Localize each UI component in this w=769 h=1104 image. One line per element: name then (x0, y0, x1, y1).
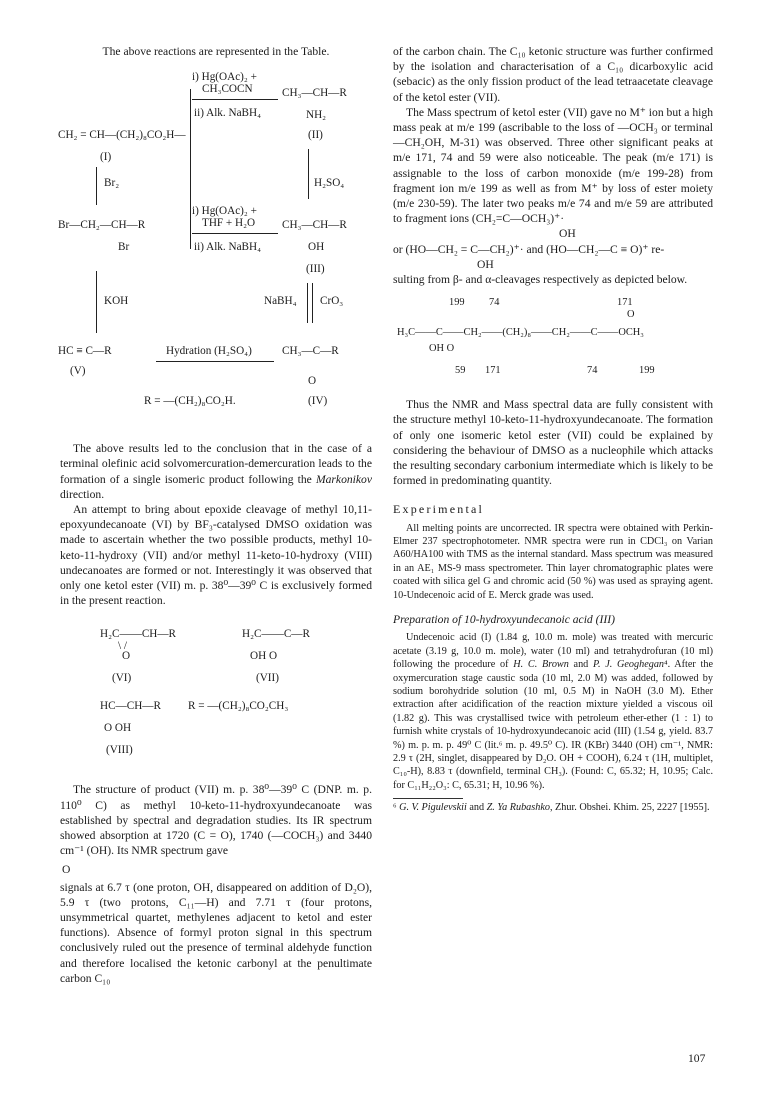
nabh4-reagent: NaBH₄ (264, 295, 297, 308)
para-text: and (568, 659, 594, 671)
reagent-i-2b: THF + H₂O (202, 217, 256, 230)
intro-text: The above reactions are represented in the Table. (102, 45, 330, 58)
frag-59: 59 (455, 365, 466, 377)
frag-74: 74 (489, 297, 500, 309)
product-ii-label: (II) (308, 129, 323, 142)
paragraph (60, 441, 372, 502)
frag-199-b: 199 (639, 365, 655, 377)
frag-74-b: 74 (587, 365, 598, 377)
paragraph: The Mass spectrum of ketol ester (VII) gave no M⁺ ion but a high mass peak at m/e 199 (ascribable to the loss of —OCH₃ or terminal —CH₂OH, M-31) was observed. Three other significant peaks at m/e 171, 74 and 59 were also noticeable. The peak (m/e 171) is assignable to the loss of carbon monoxide (m/e 199-28) from fragment ion m/e 199 as well as from M⁺ by loss of ester moiety (m/e 230-59). The later two peaks m/e 74 and m/e 59 are attributed to fragment ions (CH₂=C—OCH₃)⁺· (393, 105, 713, 226)
product-iii-label: (III) (306, 263, 325, 276)
paragraph: signals at 6.7 τ (one proton, OH, disappeared on addition of D₂O), 5.9 τ (two protons, C₁₁—H) and 7.71 τ (four protons, unsymmetrical quartet, methylenes adjacent to ketol and ester functions). Absence of formyl proton signal in this spectrum conclusively ruled out the presence of terminal aldehyde function and therefore localised the ketonic carbonyl at the penultimate carbon C₁₀ (60, 880, 372, 985)
structure-vi: H₂C——CH—R (100, 628, 177, 641)
reagent-ii-1: ii) Alk. NaBH₄ (194, 107, 261, 120)
structure-vi-label: (VI) (112, 672, 132, 685)
structure-vi-o: O (122, 650, 131, 663)
subsection-heading: Preparation of 10-hydroxyundecanoic acid (III) (393, 613, 615, 627)
paragraph: Thus the NMR and Mass spectral data are fully consistent with the structure methyl 10-keto-11-hydroxyundecanoate. The formation of only one isomeric ketol ester (VII) could be explained by considering the behaviour of DMSO as a nucleophile which attacks the resulting secondary carbonium intermediate which is likely to be formed in predominating quantity. (393, 398, 713, 488)
product-iii-oh: OH (308, 241, 325, 254)
reagent-ii-2: ii) Alk. NaBH₄ (194, 241, 261, 254)
structure-viii-sub: O OH (104, 722, 132, 735)
chain-formula: H₃C——C——CH₂——(CH₂)₈——CH₂——C——OCH₃ (397, 327, 644, 339)
hydration-label: Hydration (H₂SO₄) (166, 345, 252, 358)
para-text: direction. (60, 487, 105, 501)
paragraph: or (HO—CH₂ = C—CH₂)⁺· and (HO—CH₂—C ≡ O)⁺ re- (393, 242, 665, 256)
frag-171: 171 (617, 297, 633, 309)
product-ii-nh2: NH₂ (306, 109, 327, 122)
para-text: ⁴. After the oxymercuration stage caustic soda (10 ml, 2.0 M) was added, followed by sodium borohydride solution (10 ml, 0.5 M) in NaOH (3.0 M). Ether extraction after acidification of the reaction mixture yielded a viscous oil (1.82 g). This was crystallised twice with petroleum ether-ether (1 : 1) to furnish white crystals of 10-hydroxyundecanoic acid (III) (1.54 g, yield. 83.7 %) m. p. m. p. 49⁰ C (lit.⁶ m. p. 49.5⁰ C). IR (KBr) 3440 (OH) cm⁻¹, NMR: 2.9 τ (2H, singlet, disappeared by D₂O. OH + COOH), 6.24 τ (1H, multiplet, C₁₀-H), 8.83 τ (downfield, terminal CH₃). (Found: C, 65.32; H, 10.95; Calc. for C₁₁H₂₂O₃: C, 65.31; H, 10.96 %). (393, 659, 713, 791)
frag-199: 199 (449, 297, 465, 309)
ketone-oxygen: O (308, 375, 317, 388)
product-iii-formula: CH₃—CH—R (282, 219, 347, 232)
starting-label: (I) (100, 151, 112, 164)
para-text: Undecenoic acid (I) (1.84 g, 10.0 m. mole) was treated with mercuric acetate (3.19 g, 10.0 m. mole), water (10 ml) and tetrahydrofuran (10 ml) following the procedure of (393, 632, 713, 671)
product-ii-formula: CH₃—CH—R (282, 87, 347, 100)
alkyne-label: (V) (70, 365, 86, 378)
footnote-number: ⁶ (393, 802, 397, 814)
reaction-scheme (60, 59, 372, 429)
r-definition: R = —(CH₂)₈CO₂H. (144, 395, 236, 408)
italic-name: Markonikov (315, 472, 372, 486)
reagent-i-2: i) Hg(OAc)₂ + (192, 205, 257, 218)
paragraph: All melting points are uncorrected. IR spectra were obtained with Perkin-Elmer 237 spectrophotometer. NMR spectra were run in CDCl₃ on Varian A60/HA100 with TMS as the internal standard. Mass spectrum was measured in an AE₁ MS-9 mass spectrometer. Thin layer chromatographic plates were coated with silica gel G and chromic acid (50 %) was used as spraying agent. 10-Undecenoic acid of E. Merck grade was used. (393, 522, 713, 601)
para-text: , Zhur. Obshei. Khim. 25, 2227 [1955]. (549, 802, 710, 814)
author: G. V. Pigulevskii (399, 802, 467, 814)
para-text: and (466, 802, 487, 814)
page-number: 107 (688, 1052, 706, 1065)
para-text: The above results led to the conclusion that in the case of a terminal olefinic acid solvomercuration-demercuration leads to the formation of a single isomeric product following the (60, 442, 372, 486)
oh-label: OH (559, 227, 576, 241)
structure-vii-label: (VII) (256, 672, 279, 685)
author: P. J. Geoghegan (593, 659, 665, 671)
footnote-rule (393, 798, 463, 799)
paragraph: of the carbon chain. The C₁₀ ketonic structure was further confirmed by the isolation and characterisation of a C₁₀ dicarboxylic acid (sebacic) as the only fission product of the lead tetraacetate cleavage of the ketol ester (VII). (393, 45, 713, 104)
oh-label: OH (477, 257, 494, 271)
reagent-i-1: i) Hg(OAc)₂ + (192, 71, 257, 84)
structure-viii-label: (VIII) (106, 744, 133, 757)
starting-material: CH₂ = CH—(CH₂)₈CO₂H— (58, 129, 186, 142)
cro3-reagent: CrO₃ (320, 295, 344, 308)
structures-block: H₂C——CH—R \ / O (VI) H₂C——C—R OH O (VII) HC—CH—R R = —(CH₂)₈CO₂CH₃ O OH (VIII) (100, 628, 310, 757)
paragraph: An attempt to bring about epoxide cleavage of methyl 10,11-epoxyundecanoate (VI) by BF₃-catalysed DMSO oxidation was made to ascertain whether the two possible products, methyl 10-keto-11-hydroxy (VII) and/or methyl 11-keto-10-hydroxy (VIII) undecanoates are formed or not. Interestingly it was observed that only one ketol ester (VII) m. p. 38⁰—39⁰ C is exclusively formed in the present reaction. (60, 503, 372, 608)
right-column (393, 44, 713, 814)
koh-reagent: KOH (104, 295, 129, 308)
dibromo-br: Br (118, 241, 130, 254)
mass-fragmentation-diagram (393, 287, 713, 397)
left-column (60, 44, 372, 986)
alkyne-formula: HC ≡ C—R (58, 345, 112, 358)
paragraph: sulting from β- and α-cleavages respectively as depicted below. (393, 273, 688, 287)
br2-reagent: Br₂ (104, 177, 120, 190)
structure-vii-sub: OH O (250, 650, 278, 663)
structure-viii: HC—CH—R (100, 700, 161, 713)
frag-171-b: 171 (485, 365, 501, 377)
r-definition-2: R = —(CH₂)₈CO₂CH₃ (188, 700, 289, 713)
carbonyl-o: O (62, 863, 71, 877)
paragraph (393, 631, 713, 792)
footnote (393, 801, 713, 814)
structure-vii: H₂C——C—R (242, 628, 310, 641)
author: Z. Ya Rubashko (486, 802, 550, 814)
dibromo-formula: Br—CH₂—CH—R (58, 219, 146, 232)
ketone-label: (IV) (308, 395, 328, 408)
section-heading: Experimental (393, 502, 485, 517)
paragraph: The structure of product (VII) m. p. 38⁰—39⁰ C (DNP. m. p. 110⁰ C) as methyl 10-keto-11-hydroxyundecanoate was established by spectral and degradation studies. Its IR spectrum showed absorption at 1720 (C = O), 1740 (—COCH₃) and 3440 cm⁻¹ (OH). Its NMR spectrum gave (60, 783, 372, 858)
h2so4-reagent: H₂SO₄ (314, 177, 345, 190)
oh-o-sub: OH O (429, 343, 455, 355)
oxygen-top: O (627, 309, 635, 321)
ketone-formula: CH₃—C—R (282, 345, 339, 358)
author: H. C. Brown (513, 659, 569, 671)
reagent-i-1b: CH₃COCN (202, 83, 253, 96)
